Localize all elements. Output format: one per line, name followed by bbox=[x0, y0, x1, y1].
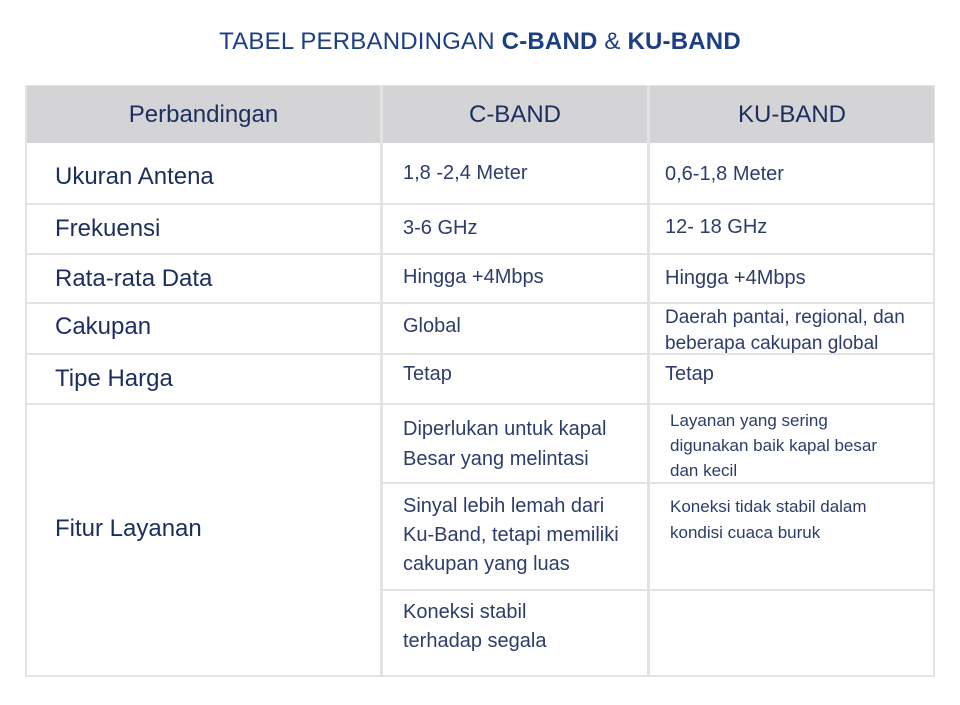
c-band-cakupan: Global bbox=[403, 315, 461, 337]
ku-band-ukuran-antena: 0,6-1,8 Meter bbox=[665, 163, 784, 185]
ku-band-cakupan-line1: Daerah pantai, regional, dan bbox=[665, 307, 905, 328]
c-band-tipe-harga: Tetap bbox=[403, 363, 452, 385]
ku-band-fitur-2-line1: Koneksi tidak stabil dalam bbox=[670, 497, 867, 516]
title-prefix: TABEL PERBANDINGAN bbox=[219, 28, 502, 55]
page-title bbox=[0, 28, 960, 56]
c-band-rata-rata-data: Hingga +4Mbps bbox=[403, 266, 544, 288]
c-band-ukuran-antena: 1,8 -2,4 Meter bbox=[403, 162, 528, 184]
c-band-fitur-2-line2: Ku-Band, tetapi memiliki bbox=[403, 524, 619, 546]
ku-band-cakupan-line2: beberapa cakupan global bbox=[665, 333, 879, 354]
header-perbandingan: Perbandingan bbox=[27, 86, 380, 143]
row-label-fitur-layanan: Fitur Layanan bbox=[55, 515, 202, 542]
header-c-band: C-BAND bbox=[383, 86, 647, 143]
title-amp: & bbox=[597, 28, 628, 55]
ku-band-fitur-1-line3: dan kecil bbox=[670, 461, 738, 480]
title-c-band: C-BAND bbox=[501, 28, 598, 55]
c-band-fitur-2-line3: cakupan yang luas bbox=[403, 553, 570, 575]
ku-band-fitur-1-line2: digunakan baik kapal besar bbox=[670, 436, 877, 455]
c-band-fitur-1-line1: Diperlukan untuk kapal bbox=[403, 418, 607, 440]
sub-row-divider bbox=[383, 589, 933, 591]
ku-band-tipe-harga: Tetap bbox=[665, 363, 714, 385]
c-band-frekuensi: 3-6 GHz bbox=[403, 217, 478, 239]
row-label-frekuensi: Frekuensi bbox=[55, 215, 161, 242]
c-band-fitur-1-line2: Besar yang melintasi bbox=[403, 448, 589, 470]
header-ku-band: KU-BAND bbox=[650, 86, 934, 143]
c-band-fitur-3-line2: terhadap segala bbox=[403, 630, 547, 652]
ku-band-fitur-1-line1: Layanan yang sering bbox=[670, 411, 828, 430]
title-ku-band: KU-BAND bbox=[627, 28, 741, 55]
row-divider bbox=[27, 403, 933, 405]
ku-band-rata-rata-data: Hingga +4Mbps bbox=[665, 267, 806, 289]
column-divider bbox=[380, 86, 383, 676]
row-label-ukuran-antena: Ukuran Antena bbox=[55, 163, 214, 190]
c-band-fitur-2-line1: Sinyal lebih lemah dari bbox=[403, 495, 605, 517]
ku-band-frekuensi: 12- 18 GHz bbox=[665, 216, 768, 238]
row-label-rata-rata-data: Rata-rata Data bbox=[55, 265, 213, 292]
c-band-fitur-3-line1: Koneksi stabil bbox=[403, 601, 527, 623]
sub-row-divider bbox=[383, 482, 933, 484]
row-label-tipe-harga: Tipe Harga bbox=[55, 365, 173, 392]
row-divider bbox=[27, 253, 933, 255]
column-divider bbox=[647, 86, 650, 676]
row-divider bbox=[27, 203, 933, 205]
row-label-cakupan: Cakupan bbox=[55, 313, 152, 340]
ku-band-fitur-2-line2: kondisi cuaca buruk bbox=[670, 523, 821, 542]
